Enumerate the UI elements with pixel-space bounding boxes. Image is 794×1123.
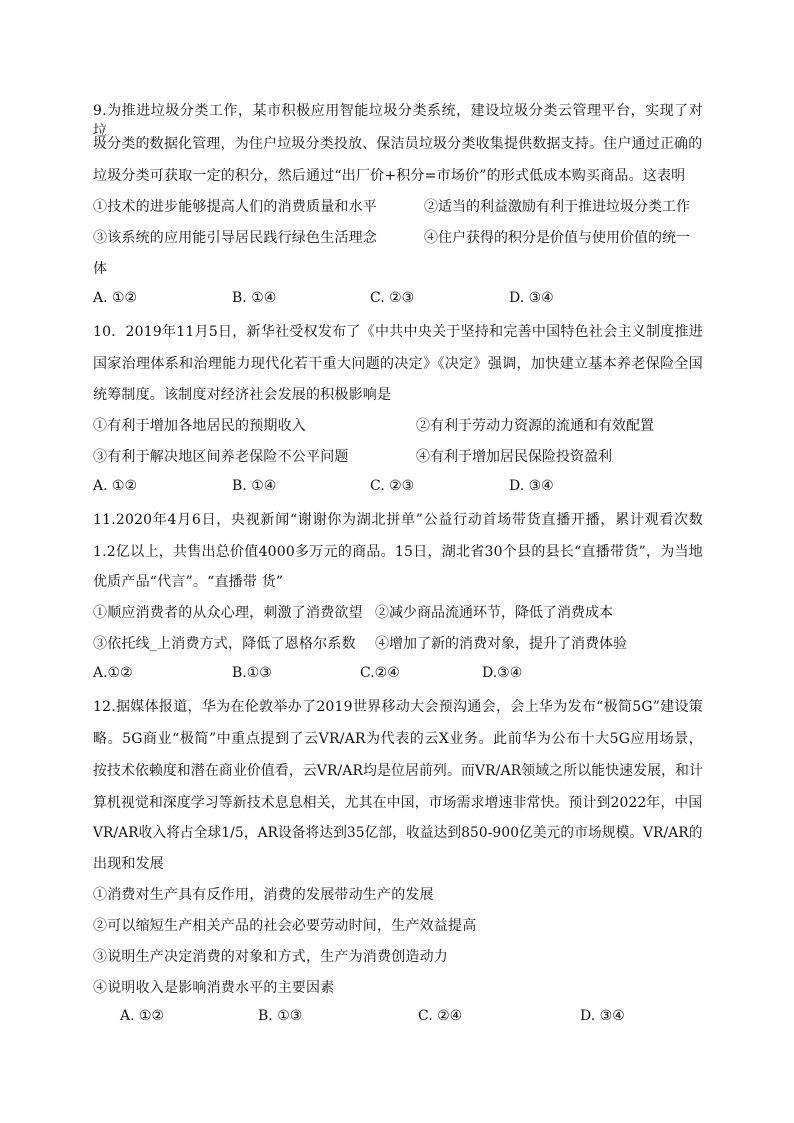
- q10-stem-line-3: 统筹制度。该制度对经济社会发展的积极影响是: [93, 387, 392, 403]
- q12-stem-line-6: 出现和发展: [93, 856, 164, 872]
- q9-statement-1: ①技术的进步能够提高人们的消费质量和水平: [93, 199, 377, 215]
- q10-choice-b: B. ①④: [232, 478, 277, 494]
- q11-statement-3: ③依托线_上消费方式，降低了恩格尔系数: [93, 636, 356, 652]
- q10-statement-4: ④有利于增加居民保险投资盈利: [416, 449, 612, 465]
- q11-stem-line-3: 优质产品“代言”。“直播带 货”: [93, 574, 284, 590]
- q9-stem-line-1: 9.为推进垃圾分类工作，某市积极应用智能垃圾分类系统，建设垃圾分类云管理平台，实现了对垃: [93, 103, 703, 139]
- q12-stem-line-5: VR/AR收入将占全球1/5，AR设备将达到35亿部，收益达到850-900亿美元的市场规模。VR/AR的: [93, 825, 703, 841]
- q12-choice-d: D. ③④: [580, 1008, 625, 1024]
- q11-statement-2: ②减少商品流通环节，降低了消费成本: [375, 605, 613, 621]
- q10-stem-line-1: 10．2019年11月5日，新华社受权发布了《中共中央关于坚持和完善中国特色社会主义制度推进: [93, 324, 703, 340]
- q9-statement-4-cont: 体: [93, 261, 108, 277]
- q11-choice-c: C.②④: [360, 665, 400, 681]
- q10-statement-3: ③有利于解决地区间养老保险不公平问题: [93, 449, 349, 465]
- q9-statement-3: ③该系统的应用能引导居民践行绿色生活理念: [93, 230, 377, 246]
- q12-choice-b: B. ①③: [258, 1008, 303, 1024]
- q10-statement-2: ②有利于劳动力资源的流通和有效配置: [416, 418, 654, 434]
- q9-statement-4: ④住户获得的积分是价值与使用价值的统一: [424, 230, 690, 246]
- q10-statement-1: ①有利于增加各地居民的预期收入: [93, 418, 306, 434]
- q10-choice-a: A. ①②: [93, 478, 138, 494]
- q12-statement-1: ①消费对生产具有反作用，消费的发展带动生产的发展: [93, 887, 434, 903]
- q9-choice-c: C. ②③: [370, 290, 415, 306]
- q12-statement-4: ④说明收入是影响消费水平的主要因素: [93, 980, 335, 996]
- q12-choice-c: C. ②④: [418, 1008, 463, 1024]
- q11-choice-b: B.①③: [232, 665, 272, 681]
- q11-choice-a: A.①②: [93, 665, 133, 681]
- q12-statement-2: ②可以缩短生产相关产品的社会必要劳动时间，生产效益提高: [93, 918, 477, 934]
- q9-choice-d: D. ③④: [509, 290, 554, 306]
- q9-statement-2: ②适当的利益激励有利于推进垃圾分类工作: [424, 199, 690, 215]
- q11-statement-4: ④增加了新的消费对象，提升了消费体验: [375, 636, 627, 652]
- q9-stem-line-2: 圾分类的数据化管理，为住户垃圾分类投放、保洁员垃圾分类收集提供数据支持。住户通过正确的: [93, 136, 703, 152]
- q10-stem-line-2: 国家治理体系和治理能力现代化若干重大问题的决定》《决定》强调，加快建立基本养老保险全国: [93, 356, 703, 372]
- q10-choice-c: C. ②③: [370, 478, 415, 494]
- q9-choice-a: A. ①②: [93, 290, 138, 306]
- q12-stem-line-4: 算机视觉和深度学习等新技术息息相关，尤其在中国，市场需求增速非常快。预计到2022年，中国: [93, 795, 703, 811]
- q12-choice-a: A. ①②: [120, 1008, 165, 1024]
- q9-choice-b: B. ①④: [232, 290, 277, 306]
- q11-stem-line-1: 11.2020年4月6日，央视新闻“谢谢你为湖北拼单”公益行动首场带货直播开播，累计观看次数: [93, 512, 703, 528]
- q12-stem-line-2: 略。5G商业“极简”中重点提到了云VR/AR为代表的云X业务。此前华为公布十大5G应用场景，: [93, 731, 703, 747]
- q11-stem-line-2: 1.2亿以上，共售出总价值4000多万元的商品。15日，湖北省30个县的县长“直播带货”，为当地: [93, 544, 703, 560]
- q11-choice-d: D.③④: [482, 665, 523, 681]
- q11-statement-1: ①顺应消费者的从众心理，刺激了消费欲望: [93, 605, 363, 621]
- q12-stem-line-3: 按技术依赖度和潜在商业价值看，云VR/AR均是位居前列。而VR/AR领域之所以能快速发展，和计: [93, 763, 704, 779]
- q10-choice-d: D. ③④: [509, 478, 554, 494]
- q9-stem-line-3: 垃圾分类可获取一定的积分，然后通过“出厂价+积分=市场价”的形式低成本购买商品。这表明: [93, 168, 686, 184]
- q12-statement-3: ③说明生产决定消费的对象和方式，生产为消费创造动力: [93, 949, 448, 965]
- q12-stem-line-1: 12.据媒体报道，华为在伦敦举办了2019世界移动大会预沟通会，会上华为发布“极简5G”建设策: [93, 699, 703, 715]
